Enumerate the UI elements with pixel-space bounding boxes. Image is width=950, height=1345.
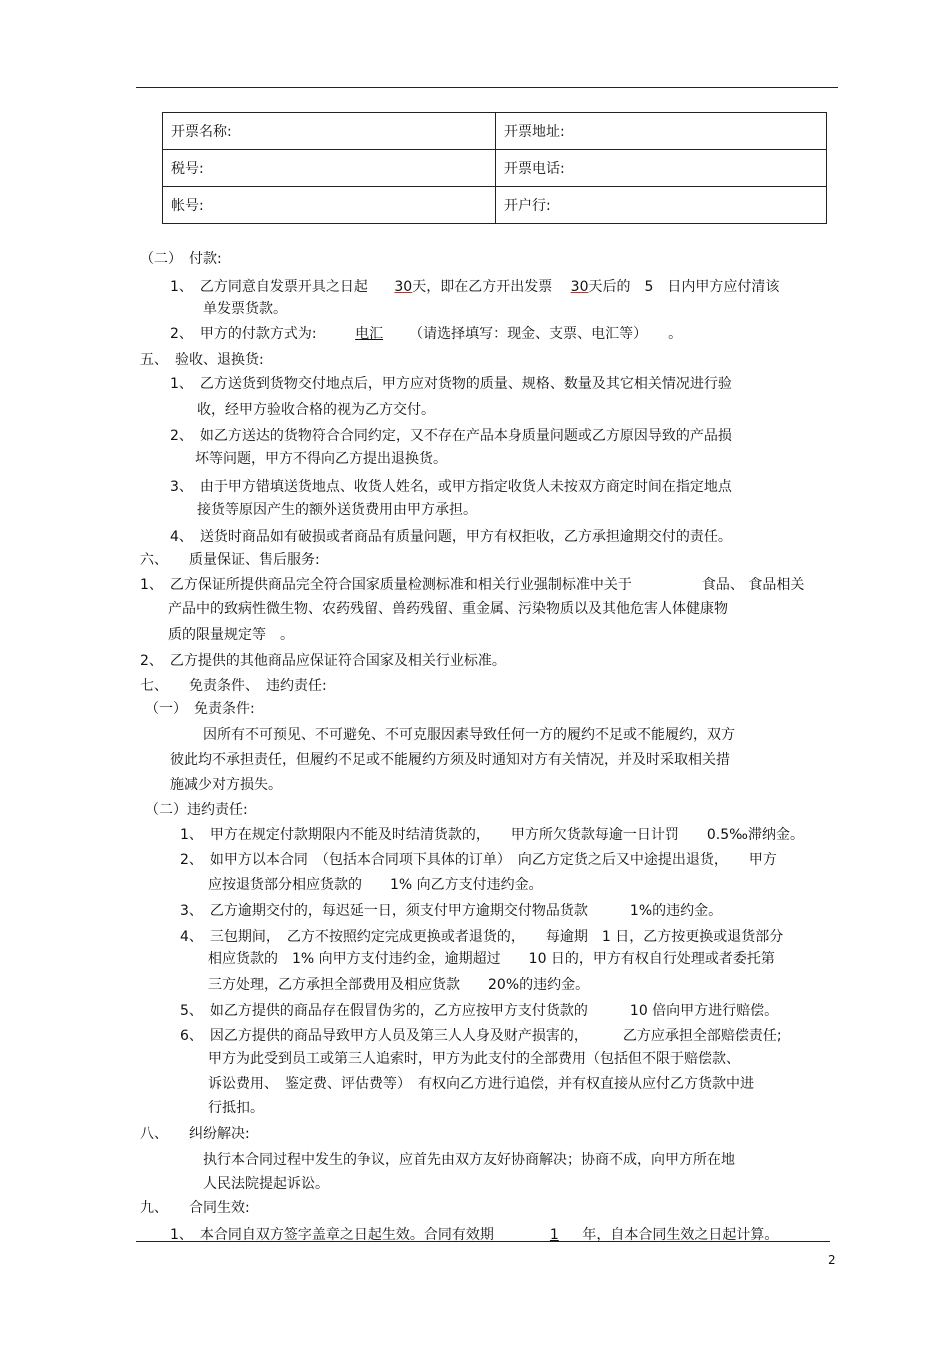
text-line: 2、 如乙方送达的货物符合合同约定，又不存在产品本身质量问题或乙方原因导致的产品损 (170, 428, 732, 444)
table-cell: 开票电话: (496, 150, 827, 187)
table-row (163, 187, 827, 224)
text-line: 6、 因乙方提供的商品导致甲方人员及第三人人身及财产损害的， 乙方应承担全部赔偿责任; (180, 1028, 782, 1044)
table-cell: 开票名称: (163, 113, 496, 150)
section-heading: 五、 验收、退换货: (140, 352, 264, 368)
days-value: 30 (570, 279, 589, 295)
payment-item-1 (170, 278, 779, 296)
validity-years: 1 (549, 1227, 559, 1243)
table-cell: 开票地址: (496, 113, 827, 150)
text-line: 行抵扣。 (208, 1100, 264, 1116)
text-line: 单发票货款。 (203, 301, 287, 317)
text-line: 1、 乙方送货到货物交付地点后，甲方应对货物的质量、规格、数量及其它相关情况进行验 (170, 376, 732, 392)
text-line: 甲方为此受到员工或第三人追索时，甲方为此支付的全部费用（包括但不限于赔偿款、 (208, 1051, 740, 1067)
text-line: 施减少对方损失。 (170, 777, 282, 793)
text: 天，即在乙方开出发票 (412, 279, 553, 295)
text-line: 坏等问题，甲方不得向乙方提出退换货。 (195, 451, 447, 467)
table-row (163, 150, 827, 187)
text-line: 2、 乙方提供的其他商品应保证符合国家及相关行业标准。 (140, 653, 506, 669)
page-number: 2 (828, 1253, 836, 1267)
text: 天后的 5 日内甲方应付清该 (588, 279, 780, 295)
table-row (163, 113, 827, 150)
text-line: 产品中的致病性微生物、农药残留、兽药残留、重金属、污染物质以及其他危害人体健康物 (168, 601, 728, 617)
text-line: 人民法院提起诉讼。 (203, 1176, 329, 1192)
text-line: 2、 如甲方以本合同 （包括本合同项下具体的订单） 向乙方定货之后又中途提出退货， 甲方 (180, 852, 777, 868)
text: 年，自本合同生效之日起计算。 (582, 1227, 779, 1243)
text-line: 接货等原因产生的额外送货费用由甲方承担。 (197, 502, 477, 518)
text: （请选择填写：现金、支票、电汇等） 。 (409, 326, 683, 342)
text: 1、 本合同自双方签字盖章之日起生效。合同有效期 (170, 1227, 522, 1243)
header-rule (136, 87, 838, 88)
payment-item-2 (170, 325, 682, 343)
text-line: 应按退货部分相应货款的 1% 向乙方支付违约金。 (208, 877, 543, 893)
text-line: 4、 三包期间， 乙方不按照约定完成更换或者退货的， 每逾期 1 日，乙方按更换或退货部分 (180, 929, 784, 945)
table-cell: 开户行: (496, 187, 827, 224)
text: 2、 甲方的付款方式为: (170, 326, 317, 342)
section-heading: 七、 免责条件、 违约责任: (140, 678, 327, 694)
text-line: 诉讼费用、 鉴定费、评估费等） 有权向乙方进行追偿，并有权直接从应付乙方货款中进 (208, 1076, 754, 1092)
sub-heading: （一） 免责条件: (145, 701, 255, 717)
invoice-info-table (162, 112, 827, 224)
sub-heading: （二）违约责任: (145, 802, 248, 818)
payment-method: 电汇 (355, 326, 384, 342)
text-line: 4、 送货时商品如有破损或者商品有质量问题，甲方有权拒收，乙方承担逾期交付的责任。 (170, 529, 732, 545)
section-heading: 八、 纠纷解决: (140, 1126, 250, 1142)
section-heading: 六、 质量保证、售后服务: (140, 552, 320, 568)
text-line: 三方处理，乙方承担全部费用及相应货款 20%的违约金。 (208, 977, 590, 993)
text: 1、 乙方同意自发票开具之日起 (170, 279, 368, 295)
text-line: 质的限量规定等 。 (168, 627, 294, 643)
section-heading: 九、 合同生效: (140, 1200, 250, 1216)
footer-rule (136, 1241, 830, 1242)
section-heading: （二） 付款: (140, 251, 222, 267)
text-line: 1、 乙方保证所提供商品完全符合国家质量检测标准和相关行业强制标准中关于 食品、 食品相关 (140, 577, 805, 593)
table-cell: 税号: (163, 150, 496, 187)
text-line: 执行本合同过程中发生的争议，应首先由双方友好协商解决；协商不成，向甲方所在地 (203, 1152, 735, 1168)
text-line: 收，经甲方验收合格的视为乙方交付。 (197, 402, 435, 418)
days-value: 30 (394, 279, 413, 295)
text-line: 彼此均不承担责任，但履约不足或不能履约方须及时通知对方有关情况，并及时采取相关措 (170, 752, 730, 768)
text-line: 3、 乙方逾期交付的，每迟延一日，须支付甲方逾期交付物品货款 1%的违约金。 (180, 903, 723, 919)
text-line: 1、 甲方在规定付款期限内不能及时结清货款的， 甲方所欠货款每逾一日计罚 0.5‰滞纳金。 (180, 827, 804, 843)
text-line: 因所有不可预见、不可避免、不可克服因素导致任何一方的履约不足或不能履约，双方 (203, 727, 735, 743)
text-line: 3、 由于甲方错填送货地点、收货人姓名，或甲方指定收货人未按双方商定时间在指定地点 (170, 479, 732, 495)
text-line: 相应货款的 1% 向甲方支付违约金，逾期超过 10 日的，甲方有权自行处理或者委托第 (208, 951, 775, 967)
text-line: 5、 如乙方提供的商品存在假冒伪劣的，乙方应按甲方支付货款的 10 倍向甲方进行赔偿。 (180, 1003, 779, 1019)
table-cell: 帐号: (163, 187, 496, 224)
